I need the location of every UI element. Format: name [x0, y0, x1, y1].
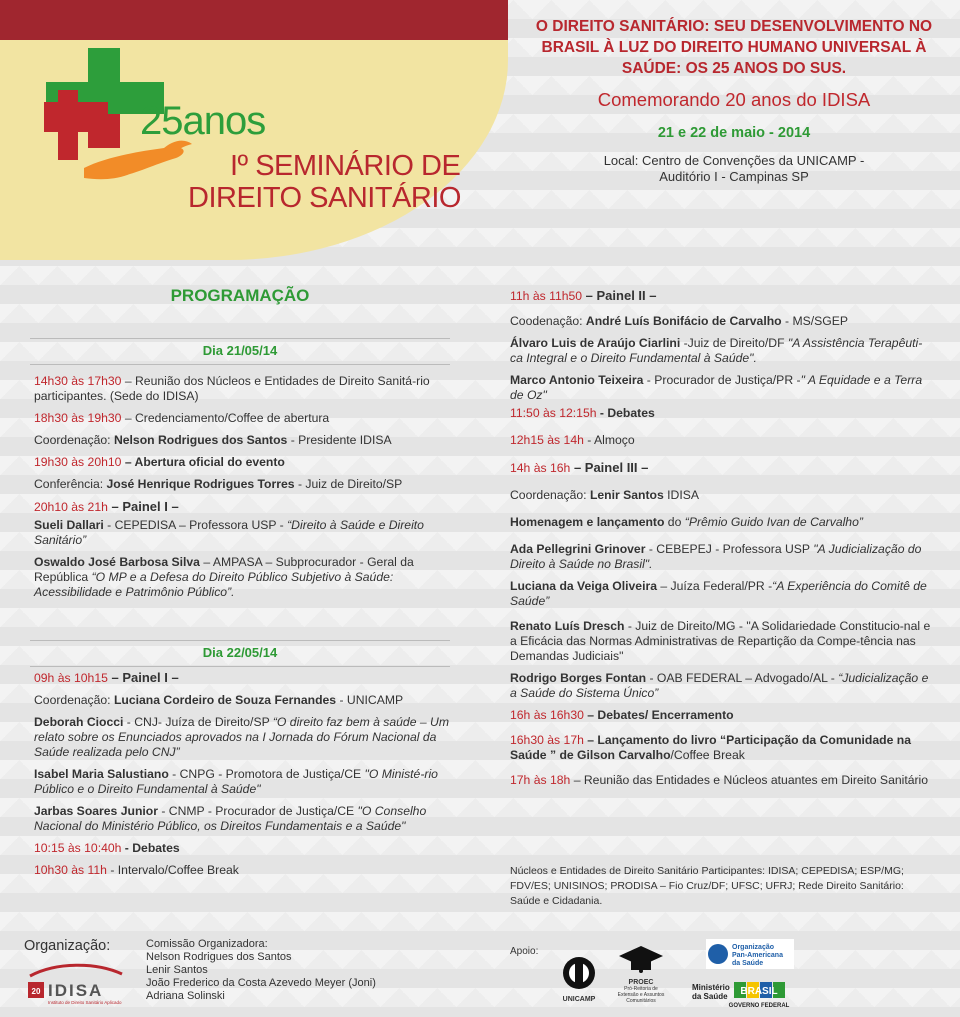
opas-logo: [706, 939, 794, 969]
schedule-entry: Coordenação: Luciana Cordeiro de Souza Fernandes - UNICAMP: [34, 693, 404, 707]
support-label: Apoio:: [510, 946, 539, 957]
ministerio-saude-brasil-logo: [692, 980, 800, 1017]
event-venue: Local: Centro de Convenções da UNICAMP - Auditório I - Campinas SP: [603, 153, 865, 184]
unicamp-icon: [555, 955, 603, 991]
schedule-entry: 09h às 10h15 – Painel I –: [34, 670, 179, 685]
day1-schedule: [34, 374, 452, 607]
event-dates: 21 e 22 de maio - 2014: [657, 125, 811, 141]
day2-schedule: [34, 670, 452, 885]
schedule-entry: 12h15 às 14h - Almoço: [510, 433, 635, 447]
schedule-entry: Coordenação: Nelson Rodrigues dos Santos - Presidente IDISA: [34, 433, 392, 447]
schedule-entry: Ada Pellegrini Grinover - CEBEPEJ - Professora USP "A Judicialização do Direito à Saúde no Brasil".: [510, 542, 922, 571]
seminar-title-line1: Iº SEMINÁRIO DE: [230, 150, 461, 182]
svg-text:da Saúde: da Saúde: [732, 960, 764, 967]
event-info: [508, 0, 960, 185]
schedule-entry: 16h às 16h30 – Debates/ Encerramento: [510, 708, 734, 722]
schedule-entry: Renato Luís Dresch - Juiz de Direito/MG - "A Solidariedade Constitucio-nal e a Eficácia das Normas Administrativas de Repartição da Compe-tência nas Demandas Judiciais": [510, 619, 931, 663]
logo-25-anos: 25anos: [140, 99, 266, 143]
organization-label: Organização:: [24, 938, 111, 954]
idisa-logo: [26, 962, 126, 1006]
schedule-entry: Álvaro Luis de Araújo Ciarlini -Juiz de Direito/DF "A Assistência Terapêuti-ca Integral e o Direito Fundamental à Saúde".: [510, 336, 923, 365]
svg-text:BRASIL: BRASIL: [740, 986, 778, 997]
graduation-cap-icon: [617, 944, 665, 974]
schedule-entry: Conferência: José Henrique Rodrigues Torres - Juiz de Direito/SP: [34, 477, 403, 491]
participating-entities: Núcleos e Entidades de Direito Sanitário Participantes: IDISA; CEPEDISA; ESP/MG; FDV/ES; UNISINOS; PRODISA – Fio Cruz/DF; UFSC; UFRJ; Rede Direito Sanitário: Saúde e Cidadania.: [510, 865, 904, 907]
schedule-entry: Isabel Maria Salustiano - CNPG - Promotora de Justiça/CE "O Ministé-rio Público e o Direito Fundamental à Saúde": [34, 767, 438, 796]
seminar-title: [188, 150, 508, 214]
schedule-entry: Deborah Ciocci - CNJ- Juíza de Direito/SP “O direito faz bem à saúde – Um relato sobre os Enunciados aprovados na I Jornada do Fórum Nacional da Saúde realizada pelo CNJ”: [34, 715, 449, 759]
day-heading-2: Dia 22/05/14: [30, 640, 450, 667]
svg-text:Ministério: Ministério: [692, 983, 730, 992]
schedule-entry: Jarbas Soares Junior - CNMP - Procurador de Justiça/CE "O Conselho Nacional do Ministério Público, os Direitos Fundamentais e a Saúde": [34, 804, 427, 833]
day2-afternoon-schedule: [510, 288, 932, 795]
svg-text:da Saúde: da Saúde: [692, 992, 728, 1001]
schedule-entry: 20h10 às 21h – Painel I –: [34, 499, 179, 514]
svg-text:20: 20: [31, 987, 41, 996]
schedule-entry: 11h às 11h50 – Painel II –: [510, 288, 657, 303]
organizing-committee: Comissão Organizadora: Nelson Rodrigues dos Santos Lenir Santos João Frederico da Costa Azevedo Meyer (Joni) Adriana Solinski: [146, 938, 376, 1002]
header-top-bar: [0, 0, 508, 40]
schedule-entry: Oswaldo José Barbosa Silva – AMPASA – Subprocurador - Geral da República “O MP e a Defesa do Direito Público Subjetivo à Saúde: Acessibilidade e Patrimônio Público”.: [34, 555, 414, 599]
schedule-entry: Rodrigo Borges Fontan - OAB FEDERAL – Advogado/AL - “Judicialização e a Saúde do Sistema Único”: [510, 671, 929, 700]
svg-text:Pan-Americana: Pan-Americana: [732, 952, 783, 959]
schedule-entry: Coodenação: André Luís Bonifácio de Carvalho - MS/SGEP: [510, 314, 848, 328]
event-main-title: O DIREITO SANITÁRIO: SEU DESENVOLVIMENTO NO BRASIL À LUZ DO DIREITO HUMANO UNIVERSAL À SAÚDE: OS 25 ANOS DO SUS.: [535, 18, 933, 77]
schedule-entry: Sueli Dallari - CEPEDISA – Professora USP - “Direito à Saúde e Direito Sanitário”: [34, 518, 424, 547]
schedule-entry: Homenagem e lançamento do “Prêmio Guido Ivan de Carvalho”: [510, 515, 863, 529]
anniversary-subtitle: Comemorando 20 anos do IDISA: [597, 89, 871, 110]
schedule-entry: 10:15 às 10:40h - Debates: [34, 841, 180, 855]
schedule-entry: 10h30 às 11h - Intervalo/Coffee Break: [34, 863, 239, 877]
opas-emblem: [706, 939, 794, 969]
brasil-governo-federal-emblem: [692, 980, 800, 1014]
program-title: PROGRAMAÇÃO: [170, 286, 310, 305]
schedule-entry: 17h às 18h – Reunião das Entidades e Núcleos atuantes em Direito Sanitário: [510, 773, 929, 787]
svg-text:IDISA: IDISA: [48, 981, 104, 1000]
svg-text:Organização: Organização: [732, 944, 775, 951]
schedule-entry: Coordenação: Lenir Santos IDISA: [510, 488, 699, 502]
day-heading-1: Dia 21/05/14: [30, 338, 450, 365]
schedule-entry: 14h às 16h – Painel III –: [510, 460, 649, 475]
proec-logo: PROEC Pró-Reitoria de Extensão e Assuntos Comunitários: [617, 944, 665, 1004]
schedule-entry: 16h30 às 17h – Lançamento do livro “Participação da Comunidade na Saúde ” de Gilson Carvalho/Coffee Break: [510, 733, 911, 762]
schedule-entry: 18h30 às 19h30 – Credenciamento/Coffee de abertura: [34, 411, 330, 425]
schedule-entry: 14h30 às 17h30 – Reunião dos Núcleos e Entidades de Direito Sanitá-rio participantes. (Sede do IDISA): [34, 374, 430, 403]
schedule-entry: 11:50 às 12:15h - Debates: [510, 406, 655, 420]
schedule-entry: Luciana da Veiga Oliveira – Juíza Federal/PR -“A Experiência do Comitê de Saúde”: [510, 579, 927, 608]
schedule-entry: Marco Antonio Teixeira - Procurador de Justiça/PR -" A Equidade e a Terra de Oz": [510, 373, 923, 402]
seminar-title-line2: DIREITO SANITÁRIO: [188, 182, 461, 214]
schedule-entry: 19h30 às 20h10 – Abertura oficial do evento: [34, 455, 285, 469]
svg-text:GOVERNO FEDERAL: GOVERNO FEDERAL: [728, 1003, 790, 1009]
svg-text:Instituto de Direito Sanitário: Instituto de Direito Sanitário Aplicado: [48, 1000, 122, 1005]
unicamp-logo: UNICAMP: [555, 955, 603, 1003]
